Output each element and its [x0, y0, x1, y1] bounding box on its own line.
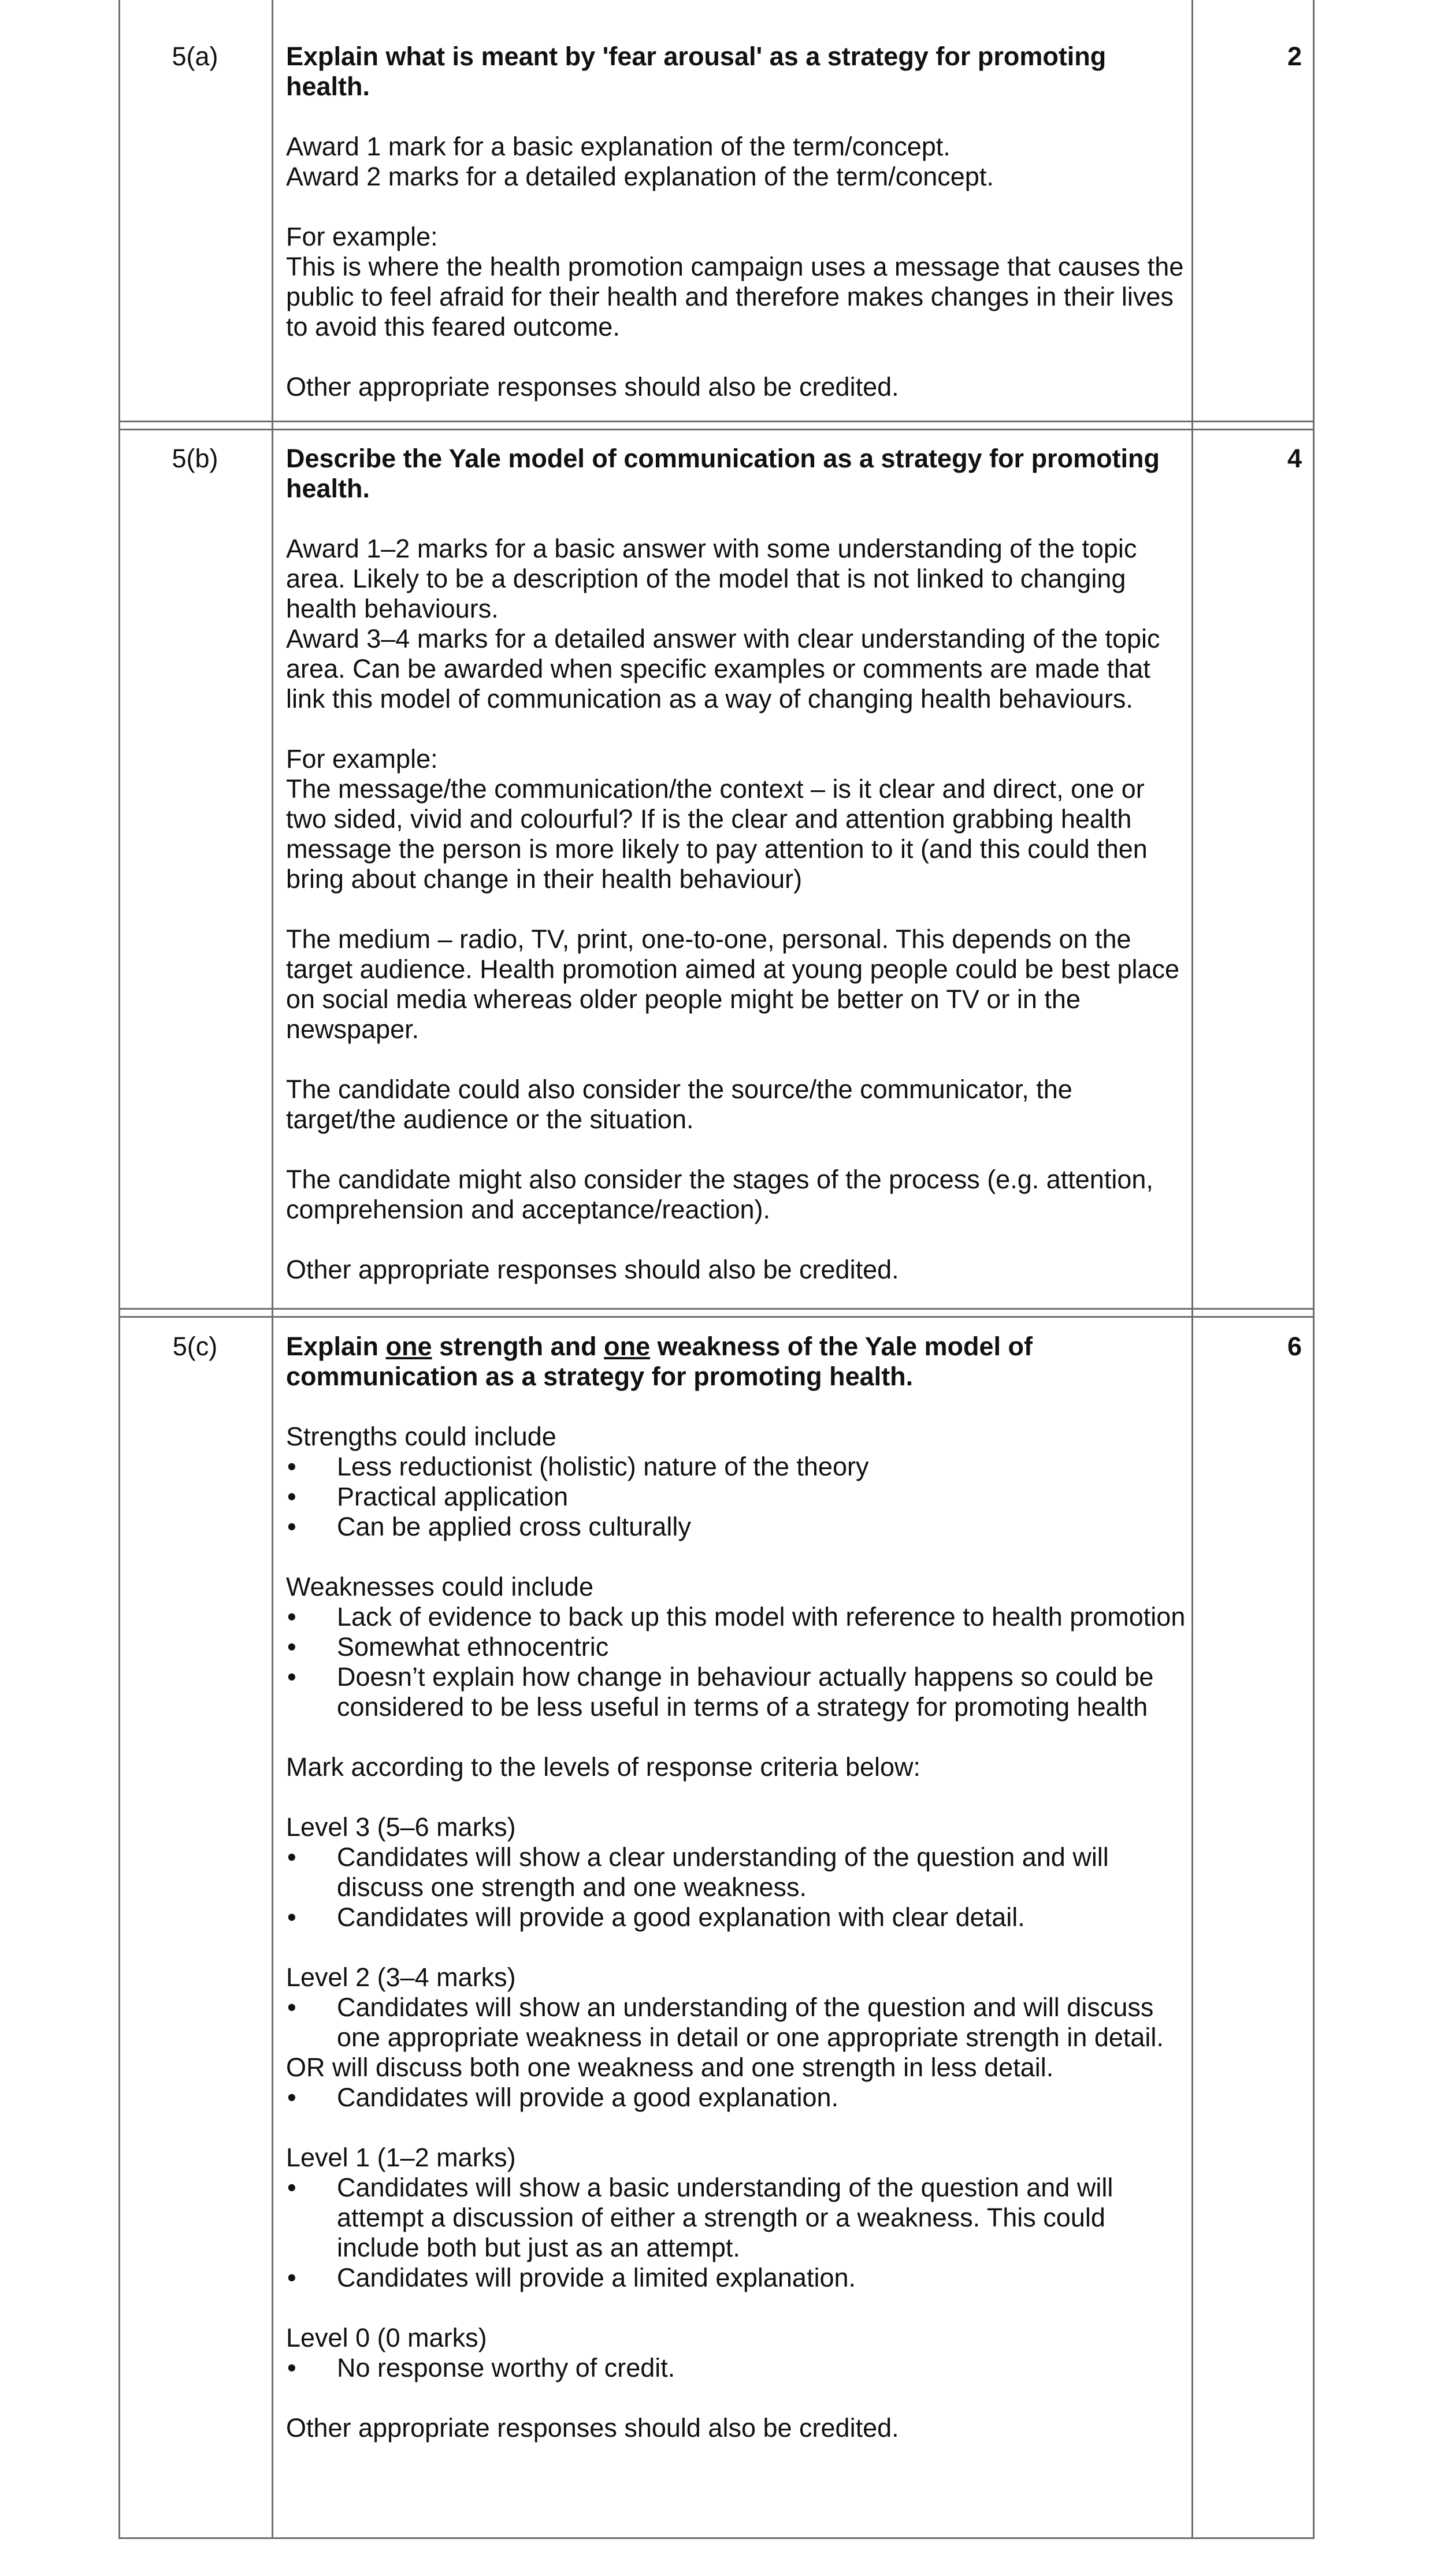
column-divider-marks	[1191, 0, 1193, 2539]
question-number: 5(a)	[172, 42, 218, 71]
level-alternative-note: OR will discuss both one weakness and one strength in less detail.	[286, 2053, 1054, 2082]
level-criteria-list	[286, 2173, 1187, 2293]
level-heading: Level 3 (5–6 marks)	[286, 1812, 516, 1842]
award-band: Award 3–4 marks for a detailed answer with clear understanding of the topic area. Can be awarded when specific examples or comments are made that link this model of communication as a way of changing health behaviours.	[286, 624, 1160, 713]
weaknesses-heading: Weaknesses could include	[286, 1572, 593, 1601]
emphasis-one: one	[604, 1332, 651, 1361]
list-item: • Lack of evidence to back up this model with reference to health promotion	[286, 1602, 1187, 1632]
list-item: • Doesn’t explain how change in behaviour actually happens so could be considered to be less useful in terms of a strategy for promoting health	[286, 1662, 1187, 1722]
example-paragraph: The medium – radio, TV, print, one-to-one, personal. This depends on the target audience. Health promotion aimed at young people could be best place on social media whereas older people might be better on TV or in the newspaper.	[286, 924, 1180, 1044]
level-criteria-list	[286, 2083, 1187, 2113]
example-heading: For example:	[286, 222, 438, 251]
question-content	[286, 1332, 1187, 2443]
table-border-bottom	[118, 2537, 1315, 2539]
weaknesses-list	[286, 1602, 1187, 1722]
question-content	[286, 444, 1187, 1285]
strengths-heading: Strengths could include	[286, 1422, 556, 1451]
list-item: • Can be applied cross culturally	[286, 1512, 1187, 1542]
example-paragraph: The message/the communication/the context – is it clear and direct, one or two sided, vivid and colourful? If is the clear and attention grabbing health message the person is more likely to pay attention to it (and this could then bring about change in their health behaviour)	[286, 774, 1148, 894]
list-item: • Candidates will provide a limited explanation.	[286, 2263, 1187, 2293]
list-item: • Candidates will provide a good explanation.	[286, 2083, 1187, 2113]
column-divider-number	[272, 0, 273, 2539]
level-criteria-list	[286, 1993, 1187, 2053]
level-heading: Level 1 (1–2 marks)	[286, 2143, 516, 2172]
question-content	[286, 42, 1187, 402]
question-text: Explain what is meant by 'fear arousal' as a strategy for promoting health.	[286, 42, 1107, 101]
table-border-left	[118, 0, 120, 2539]
marks-value: 2	[1287, 42, 1302, 71]
example-text: This is where the health promotion campaign uses a message that causes the public to feel afraid for their health and therefore makes changes in their lives to avoid this feared outcome.	[286, 252, 1184, 341]
marks-value: 6	[1287, 1332, 1302, 1361]
row-separator	[118, 1316, 1315, 1318]
award-line: Award 1 mark for a basic explanation of the term/concept.	[286, 132, 951, 161]
strengths-list	[286, 1452, 1187, 1542]
table-border-right	[1313, 0, 1315, 2539]
list-item: • Candidates will show an understanding of the question and will discuss one appropriate weakness in detail or one appropriate strength in detail.	[286, 1993, 1187, 2053]
list-item: • Practical application	[286, 1482, 1187, 1512]
list-item: • No response worthy of credit.	[286, 2353, 1187, 2383]
question-number: 5(c)	[172, 1332, 218, 1361]
list-item: • Candidates will show a basic understanding of the question and will attempt a discussion of either a strength or a weakness. This could include both but just as an attempt.	[286, 2173, 1187, 2263]
example-paragraph: The candidate might also consider the stages of the process (e.g. attention, comprehension and acceptance/reaction).	[286, 1165, 1153, 1224]
row-separator	[118, 421, 1315, 422]
list-item: • Less reductionist (holistic) nature of the theory	[286, 1452, 1187, 1482]
row-separator	[118, 1308, 1315, 1310]
example-heading: For example:	[286, 744, 438, 774]
level-criteria-list	[286, 1842, 1187, 1932]
level-heading: Level 0 (0 marks)	[286, 2323, 487, 2352]
other-responses-note: Other appropriate responses should also be credited.	[286, 372, 899, 402]
list-item: • Candidates will show a clear understanding of the question and will discuss one strength and one weakness.	[286, 1842, 1187, 1902]
other-responses-note: Other appropriate responses should also be credited.	[286, 2413, 899, 2443]
question-text: Describe the Yale model of communication as a strategy for promoting health.	[286, 444, 1160, 503]
list-item: • Somewhat ethnocentric	[286, 1632, 1187, 1662]
question-number: 5(b)	[172, 444, 218, 473]
question-text: Explain one strength and one weakness of the Yale model of communication as a strategy for promoting health.	[286, 1332, 1033, 1391]
list-item: • Candidates will provide a good explanation with clear detail.	[286, 1902, 1187, 1932]
marks-value: 4	[1287, 444, 1302, 473]
example-paragraph: The candidate could also consider the source/the communicator, the target/the audience or the situation.	[286, 1075, 1072, 1134]
other-responses-note: Other appropriate responses should also be credited.	[286, 1255, 899, 1284]
award-band: Award 1–2 marks for a basic answer with some understanding of the topic area. Likely to be a description of the model that is not linked to changing health behaviours.	[286, 534, 1137, 623]
levels-intro: Mark according to the levels of response criteria below:	[286, 1752, 921, 1782]
award-line: Award 2 marks for a detailed explanation of the term/concept.	[286, 162, 994, 191]
emphasis-one: one	[385, 1332, 432, 1361]
row-separator	[118, 429, 1315, 430]
level-criteria-list	[286, 2353, 1187, 2383]
mark-scheme-table	[118, 0, 1315, 2539]
level-heading: Level 2 (3–4 marks)	[286, 1962, 516, 1992]
